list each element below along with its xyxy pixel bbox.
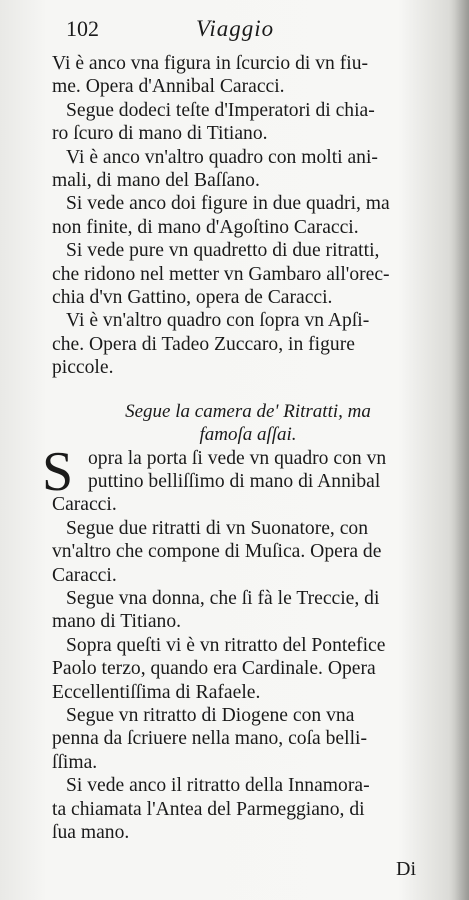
text-line: Caracci. <box>52 564 117 586</box>
text-line: chia d'vn Gattino, opera de Caracci. <box>52 287 333 309</box>
text-line: Vi è vn'altro quadro con ſopra vn Apſi- <box>66 310 370 332</box>
text-line: mali, di mano del Baſſano. <box>52 170 260 192</box>
section-heading: famoſa aſſai. <box>199 424 297 446</box>
text-line: piccole. <box>52 357 114 379</box>
section-heading: Segue la camera de' Ritratti, ma <box>125 400 371 422</box>
dropcap-paragraph <box>42 440 444 503</box>
page-header <box>66 16 436 46</box>
text-line: Segue dodeci teſte d'Imperatori di chia- <box>66 99 375 121</box>
text-line: che. Opera di Tadeo Zuccaro, in figure <box>52 333 355 355</box>
text-line: Eccellentiſſima di Rafaele. <box>52 681 261 703</box>
text-line: Caracci. <box>52 494 117 516</box>
text-line: opra la porta ſi vede vn quadro con vn <box>88 447 387 469</box>
text-line: Vi è anco vn'altro quadro con molti ani- <box>66 146 378 168</box>
body-text <box>42 52 444 844</box>
text-line: Si vede anco doi figure in due quadri, ma <box>66 193 390 215</box>
text-line: ta chiamata l'Antea del Parmeggiano, di <box>52 798 365 820</box>
text-line: ſua mano. <box>52 822 130 843</box>
text-line: Paolo terzo, quando era Cardinale. Opera <box>52 658 376 680</box>
text-line: Segue vn ritratto di Diogene con vna <box>66 704 355 726</box>
text-line: ſſima. <box>52 751 98 773</box>
text-line: Segue vna donna, che ſi fà le Treccie, di <box>66 587 380 609</box>
text-line: me. Opera d'Annibal Caracci. <box>52 76 285 98</box>
page-number: 102 <box>66 16 99 41</box>
text-line: Segue due ritratti di vn Suonatore, con <box>66 517 369 539</box>
text-line: ro ſcuro di mano di Titiano. <box>52 123 268 145</box>
drop-cap: S <box>42 440 74 503</box>
text-line: puttino belliſſimo di mano di Annibal <box>88 470 381 492</box>
catchword: Di <box>396 858 416 880</box>
text-line: vn'altro che compone di Muſica. Opera de <box>52 541 382 563</box>
text-line: Sopra queſti vi è vn ritratto del Pontefice <box>66 634 386 656</box>
page-edge-shadow <box>449 0 469 900</box>
text-line: Vi è anco vna figura in ſcurcio di vn fiu- <box>52 53 369 74</box>
text-line: mano di Titiano. <box>52 611 182 633</box>
text-line: non finite, di mano d'Agoſtino Caracci. <box>52 216 359 238</box>
running-head: Viaggio <box>196 16 275 41</box>
text-line: che ridono nel metter vn Gambaro all'orec- <box>52 263 390 285</box>
section-gap <box>52 380 444 400</box>
text-line: Si vede pure vn quadretto di due ritratti, <box>66 240 380 262</box>
text-line: Si vede anco il ritratto della Innamora- <box>66 775 370 797</box>
text-line: penna da ſcriuere nella mano, coſa belli- <box>52 728 367 750</box>
